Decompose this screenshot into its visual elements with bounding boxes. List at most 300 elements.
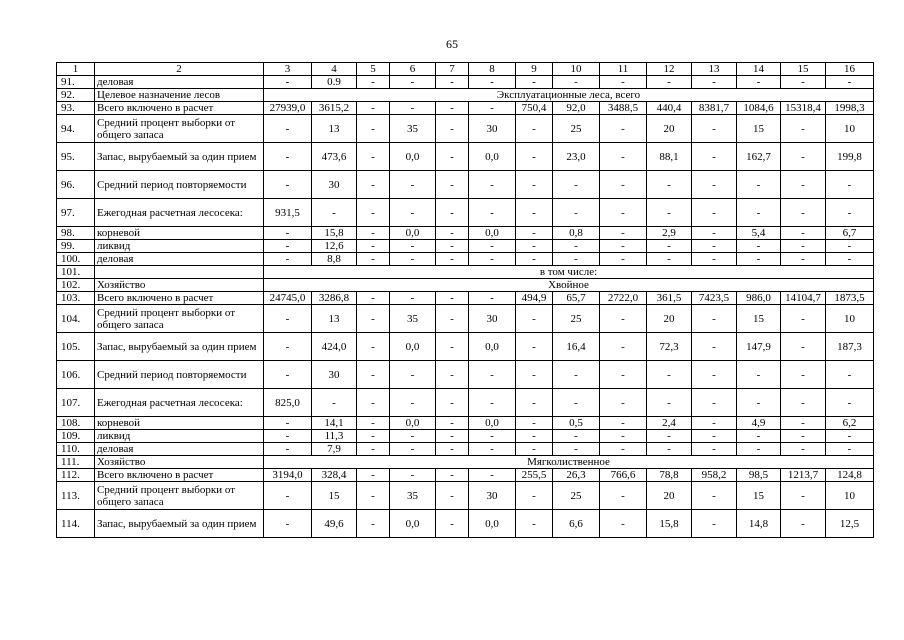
table-row xyxy=(57,417,874,430)
value-cell: - xyxy=(436,510,469,538)
value-cell: - xyxy=(357,199,390,227)
value-cell: 424,0 xyxy=(312,333,357,361)
value-cell: 0,0 xyxy=(390,143,436,171)
column-number-cell: 12 xyxy=(647,63,692,76)
value-cell: 187,3 xyxy=(826,333,874,361)
value-cell: - xyxy=(600,143,647,171)
row-name-cell: Хозяйство xyxy=(95,279,264,292)
value-cell: 20 xyxy=(647,115,692,143)
value-cell: - xyxy=(469,389,516,417)
value-cell: 25 xyxy=(553,115,600,143)
value-cell: - xyxy=(516,443,553,456)
row-number-cell: 108. xyxy=(57,417,95,430)
table-row xyxy=(57,240,874,253)
row-name-cell: корневой xyxy=(95,417,264,430)
row-name-cell: ликвид xyxy=(95,430,264,443)
value-cell: - xyxy=(264,333,312,361)
value-cell: - xyxy=(357,443,390,456)
table-row xyxy=(57,171,874,199)
value-cell: - xyxy=(264,417,312,430)
value-cell: 8381,7 xyxy=(692,102,737,115)
value-cell: - xyxy=(357,417,390,430)
table-row xyxy=(57,292,874,305)
value-cell: 30 xyxy=(469,115,516,143)
value-cell: - xyxy=(264,443,312,456)
value-cell: - xyxy=(826,171,874,199)
value-cell: - xyxy=(826,240,874,253)
value-cell: 3194,0 xyxy=(264,469,312,482)
value-cell: 30 xyxy=(469,482,516,510)
column-number-cell: 13 xyxy=(692,63,737,76)
value-cell: 27939,0 xyxy=(264,102,312,115)
value-cell: 20 xyxy=(647,482,692,510)
value-cell: 328,4 xyxy=(312,469,357,482)
value-cell: - xyxy=(357,143,390,171)
table-row xyxy=(57,456,874,469)
column-number-cell: 2 xyxy=(95,63,264,76)
value-cell: 3488,5 xyxy=(600,102,647,115)
value-cell: 1213,7 xyxy=(781,469,826,482)
value-cell: - xyxy=(390,102,436,115)
value-cell: - xyxy=(357,469,390,482)
value-cell: - xyxy=(692,482,737,510)
value-cell: - xyxy=(600,171,647,199)
value-cell: - xyxy=(647,389,692,417)
column-number-cell: 9 xyxy=(516,63,553,76)
value-cell: 986,0 xyxy=(737,292,781,305)
value-cell: - xyxy=(390,361,436,389)
value-cell: 35 xyxy=(390,115,436,143)
value-cell: 1998,3 xyxy=(826,102,874,115)
value-cell: - xyxy=(600,240,647,253)
column-number-cell: 4 xyxy=(312,63,357,76)
column-number-cell: 11 xyxy=(600,63,647,76)
value-cell: - xyxy=(781,417,826,430)
value-cell: 26,3 xyxy=(553,469,600,482)
value-cell: - xyxy=(516,253,553,266)
row-name-cell: Запас, вырубаемый за один прием xyxy=(95,510,264,538)
column-number-cell: 10 xyxy=(553,63,600,76)
row-name-cell: Целевое назначение лесов xyxy=(95,89,264,102)
value-cell: - xyxy=(737,199,781,227)
value-cell: - xyxy=(600,443,647,456)
table-row xyxy=(57,143,874,171)
value-cell: - xyxy=(647,240,692,253)
value-cell: 0,0 xyxy=(469,417,516,430)
value-cell: - xyxy=(469,430,516,443)
value-cell: - xyxy=(357,253,390,266)
row-number-cell: 109. xyxy=(57,430,95,443)
column-number-cell: 14 xyxy=(737,63,781,76)
value-cell: - xyxy=(436,361,469,389)
row-name-cell: Средний период повторяемости xyxy=(95,361,264,389)
value-cell: 35 xyxy=(390,482,436,510)
row-number-cell: 113. xyxy=(57,482,95,510)
value-cell: - xyxy=(737,240,781,253)
value-cell: 14104,7 xyxy=(781,292,826,305)
value-cell: - xyxy=(553,389,600,417)
table-row xyxy=(57,279,874,292)
value-cell: 7,9 xyxy=(312,443,357,456)
table-header-row xyxy=(57,63,874,76)
value-cell: - xyxy=(436,227,469,240)
value-cell: 440,4 xyxy=(647,102,692,115)
value-cell: - xyxy=(692,199,737,227)
value-cell: 255,5 xyxy=(516,469,553,482)
table-row xyxy=(57,389,874,417)
column-number-cell: 6 xyxy=(390,63,436,76)
value-cell: - xyxy=(469,240,516,253)
row-name-cell: Ежегодная расчетная лесосека: xyxy=(95,199,264,227)
value-cell: - xyxy=(600,199,647,227)
value-cell: - xyxy=(826,361,874,389)
value-cell: - xyxy=(600,361,647,389)
value-cell: - xyxy=(516,76,553,89)
section-span-cell: в том числе: xyxy=(264,266,874,279)
value-cell: 0,0 xyxy=(469,333,516,361)
value-cell: - xyxy=(264,510,312,538)
value-cell: 0,0 xyxy=(390,417,436,430)
value-cell: - xyxy=(826,76,874,89)
value-cell: - xyxy=(553,199,600,227)
value-cell: - xyxy=(600,76,647,89)
value-cell: - xyxy=(737,253,781,266)
value-cell: - xyxy=(553,361,600,389)
value-cell: - xyxy=(436,443,469,456)
value-cell: - xyxy=(600,510,647,538)
value-cell: - xyxy=(516,171,553,199)
section-span-cell: Хвойное xyxy=(264,279,874,292)
value-cell: - xyxy=(826,199,874,227)
table-row xyxy=(57,102,874,115)
value-cell: - xyxy=(469,443,516,456)
value-cell: - xyxy=(390,240,436,253)
table-row xyxy=(57,333,874,361)
value-cell: - xyxy=(390,443,436,456)
value-cell: 13 xyxy=(312,305,357,333)
value-cell: - xyxy=(516,115,553,143)
table-row xyxy=(57,510,874,538)
value-cell: - xyxy=(390,430,436,443)
value-cell: 6,6 xyxy=(553,510,600,538)
value-cell: 162,7 xyxy=(737,143,781,171)
value-cell: - xyxy=(436,482,469,510)
value-cell: - xyxy=(737,76,781,89)
value-cell: - xyxy=(692,115,737,143)
value-cell: 0,0 xyxy=(390,510,436,538)
value-cell: 72,3 xyxy=(647,333,692,361)
value-cell: 0,0 xyxy=(469,227,516,240)
value-cell: 124,8 xyxy=(826,469,874,482)
value-cell: 494,9 xyxy=(516,292,553,305)
value-cell: 10 xyxy=(826,482,874,510)
row-name-cell: деловая xyxy=(95,443,264,456)
value-cell: 1084,6 xyxy=(737,102,781,115)
row-number-cell: 97. xyxy=(57,199,95,227)
value-cell: - xyxy=(647,443,692,456)
value-cell: - xyxy=(692,76,737,89)
value-cell: - xyxy=(264,76,312,89)
value-cell: 8,8 xyxy=(312,253,357,266)
value-cell: - xyxy=(357,305,390,333)
value-cell: 3615,2 xyxy=(312,102,357,115)
value-cell: - xyxy=(692,417,737,430)
table-row xyxy=(57,443,874,456)
row-number-cell: 101. xyxy=(57,266,95,279)
row-number-cell: 106. xyxy=(57,361,95,389)
value-cell: 20 xyxy=(647,305,692,333)
value-cell: 750,4 xyxy=(516,102,553,115)
value-cell: - xyxy=(600,115,647,143)
table-row xyxy=(57,199,874,227)
value-cell: - xyxy=(781,199,826,227)
row-number-cell: 111. xyxy=(57,456,95,469)
value-cell: 88,1 xyxy=(647,143,692,171)
value-cell: - xyxy=(390,253,436,266)
value-cell: - xyxy=(737,171,781,199)
value-cell: - xyxy=(553,171,600,199)
value-cell: - xyxy=(553,76,600,89)
row-number-cell: 105. xyxy=(57,333,95,361)
row-number-cell: 92. xyxy=(57,89,95,102)
value-cell: - xyxy=(600,227,647,240)
value-cell: 7423,5 xyxy=(692,292,737,305)
value-cell: 2722,0 xyxy=(600,292,647,305)
column-number-cell: 16 xyxy=(826,63,874,76)
row-name-cell: Всего включено в расчет xyxy=(95,469,264,482)
value-cell: 16,4 xyxy=(553,333,600,361)
value-cell: - xyxy=(692,240,737,253)
value-cell: - xyxy=(781,430,826,443)
value-cell: 10 xyxy=(826,115,874,143)
value-cell: - xyxy=(357,171,390,199)
value-cell: - xyxy=(826,253,874,266)
value-cell: - xyxy=(600,417,647,430)
value-cell: 931,5 xyxy=(264,199,312,227)
value-cell: - xyxy=(390,199,436,227)
page-number: 65 xyxy=(446,37,458,51)
value-cell: 15 xyxy=(737,115,781,143)
value-cell: 15,8 xyxy=(312,227,357,240)
value-cell: 6,2 xyxy=(826,417,874,430)
value-cell: - xyxy=(516,143,553,171)
value-cell: 12,5 xyxy=(826,510,874,538)
value-cell: - xyxy=(357,430,390,443)
column-number-cell: 15 xyxy=(781,63,826,76)
row-name-cell: Запас, вырубаемый за один прием xyxy=(95,333,264,361)
value-cell: - xyxy=(647,199,692,227)
row-number-cell: 107. xyxy=(57,389,95,417)
row-number-cell: 100. xyxy=(57,253,95,266)
value-cell: - xyxy=(826,430,874,443)
value-cell: 2,4 xyxy=(647,417,692,430)
value-cell: - xyxy=(781,361,826,389)
column-number-cell: 8 xyxy=(469,63,516,76)
row-name-cell xyxy=(95,266,264,279)
value-cell: - xyxy=(436,102,469,115)
value-cell: 4,9 xyxy=(737,417,781,430)
value-cell: 98,5 xyxy=(737,469,781,482)
value-cell: 0.9 xyxy=(312,76,357,89)
value-cell: - xyxy=(264,305,312,333)
value-cell: - xyxy=(647,171,692,199)
value-cell: - xyxy=(737,361,781,389)
value-cell: 0,5 xyxy=(553,417,600,430)
row-name-cell: Всего включено в расчет xyxy=(95,102,264,115)
value-cell: 15,8 xyxy=(647,510,692,538)
value-cell: 15 xyxy=(312,482,357,510)
value-cell: - xyxy=(390,76,436,89)
value-cell: - xyxy=(692,333,737,361)
value-cell: 5,4 xyxy=(737,227,781,240)
row-number-cell: 99. xyxy=(57,240,95,253)
value-cell: 0,8 xyxy=(553,227,600,240)
value-cell: 12,6 xyxy=(312,240,357,253)
row-name-cell: деловая xyxy=(95,253,264,266)
value-cell: - xyxy=(692,430,737,443)
row-number-cell: 96. xyxy=(57,171,95,199)
value-cell: - xyxy=(781,115,826,143)
row-name-cell: ликвид xyxy=(95,240,264,253)
value-cell: 30 xyxy=(469,305,516,333)
value-cell: - xyxy=(692,361,737,389)
row-number-cell: 98. xyxy=(57,227,95,240)
section-span-cell: Эксплуатационные леса, всего xyxy=(264,89,874,102)
value-cell: - xyxy=(436,305,469,333)
table-row xyxy=(57,227,874,240)
table-row xyxy=(57,89,874,102)
value-cell: - xyxy=(390,469,436,482)
table-row xyxy=(57,115,874,143)
value-cell: - xyxy=(600,482,647,510)
row-number-cell: 103. xyxy=(57,292,95,305)
row-name-cell: Средний период повторяемости xyxy=(95,171,264,199)
column-number-cell: 1 xyxy=(57,63,95,76)
value-cell: - xyxy=(436,430,469,443)
value-cell: - xyxy=(781,305,826,333)
value-cell: 766,6 xyxy=(600,469,647,482)
value-cell: - xyxy=(469,171,516,199)
value-cell: - xyxy=(469,199,516,227)
value-cell: - xyxy=(390,292,436,305)
value-cell: - xyxy=(469,253,516,266)
value-cell: - xyxy=(357,333,390,361)
value-cell: 15318,4 xyxy=(781,102,826,115)
value-cell: 15 xyxy=(737,482,781,510)
table-row xyxy=(57,430,874,443)
value-cell: - xyxy=(436,199,469,227)
value-cell: - xyxy=(692,510,737,538)
row-number-cell: 94. xyxy=(57,115,95,143)
value-cell: - xyxy=(781,143,826,171)
value-cell: - xyxy=(692,143,737,171)
value-cell: 1873,5 xyxy=(826,292,874,305)
value-cell: - xyxy=(647,361,692,389)
table-row xyxy=(57,361,874,389)
value-cell: - xyxy=(781,389,826,417)
value-cell: 0,0 xyxy=(390,333,436,361)
value-cell: - xyxy=(390,171,436,199)
row-name-cell: Хозяйство xyxy=(95,456,264,469)
value-cell: - xyxy=(516,417,553,430)
value-cell: - xyxy=(264,143,312,171)
value-cell: - xyxy=(264,482,312,510)
value-cell: - xyxy=(781,482,826,510)
value-cell: - xyxy=(436,253,469,266)
value-cell: 13 xyxy=(312,115,357,143)
value-cell: 147,9 xyxy=(737,333,781,361)
value-cell: - xyxy=(737,430,781,443)
value-cell: - xyxy=(264,253,312,266)
value-cell: - xyxy=(264,115,312,143)
table-row xyxy=(57,469,874,482)
value-cell: 30 xyxy=(312,361,357,389)
value-cell: - xyxy=(781,240,826,253)
value-cell: - xyxy=(516,510,553,538)
table-row xyxy=(57,305,874,333)
value-cell: - xyxy=(357,102,390,115)
value-cell: - xyxy=(264,240,312,253)
value-cell: - xyxy=(436,389,469,417)
value-cell: - xyxy=(436,171,469,199)
row-name-cell: Средний процент выборки от общего запаса xyxy=(95,482,264,510)
value-cell: 0,0 xyxy=(469,510,516,538)
value-cell: - xyxy=(826,443,874,456)
value-cell: 10 xyxy=(826,305,874,333)
value-cell: - xyxy=(516,361,553,389)
value-cell: 3286,8 xyxy=(312,292,357,305)
value-cell: - xyxy=(516,482,553,510)
value-cell: - xyxy=(781,510,826,538)
value-cell: - xyxy=(737,443,781,456)
value-cell: - xyxy=(516,333,553,361)
value-cell: - xyxy=(553,240,600,253)
value-cell: - xyxy=(647,430,692,443)
value-cell: 361,5 xyxy=(647,292,692,305)
row-name-cell: корневой xyxy=(95,227,264,240)
table-row xyxy=(57,253,874,266)
column-number-cell: 5 xyxy=(357,63,390,76)
value-cell: - xyxy=(516,240,553,253)
value-cell: - xyxy=(264,430,312,443)
value-cell: - xyxy=(469,76,516,89)
value-cell: - xyxy=(553,443,600,456)
value-cell: - xyxy=(312,389,357,417)
value-cell: - xyxy=(692,253,737,266)
value-cell: 25 xyxy=(553,305,600,333)
value-cell: - xyxy=(600,430,647,443)
row-number-cell: 93. xyxy=(57,102,95,115)
value-cell: - xyxy=(692,171,737,199)
row-number-cell: 102. xyxy=(57,279,95,292)
value-cell: 49,6 xyxy=(312,510,357,538)
row-name-cell: деловая xyxy=(95,76,264,89)
value-cell: - xyxy=(516,389,553,417)
row-number-cell: 110. xyxy=(57,443,95,456)
value-cell: - xyxy=(469,102,516,115)
value-cell: - xyxy=(692,389,737,417)
value-cell: - xyxy=(357,227,390,240)
value-cell: 24745,0 xyxy=(264,292,312,305)
value-cell: - xyxy=(469,361,516,389)
row-name-cell: Средний процент выборки от общего запаса xyxy=(95,305,264,333)
value-cell: 78,8 xyxy=(647,469,692,482)
row-name-cell: Запас, вырубаемый за один прием xyxy=(95,143,264,171)
value-cell: - xyxy=(781,171,826,199)
value-cell: - xyxy=(436,417,469,430)
value-cell: 35 xyxy=(390,305,436,333)
column-number-cell: 3 xyxy=(264,63,312,76)
